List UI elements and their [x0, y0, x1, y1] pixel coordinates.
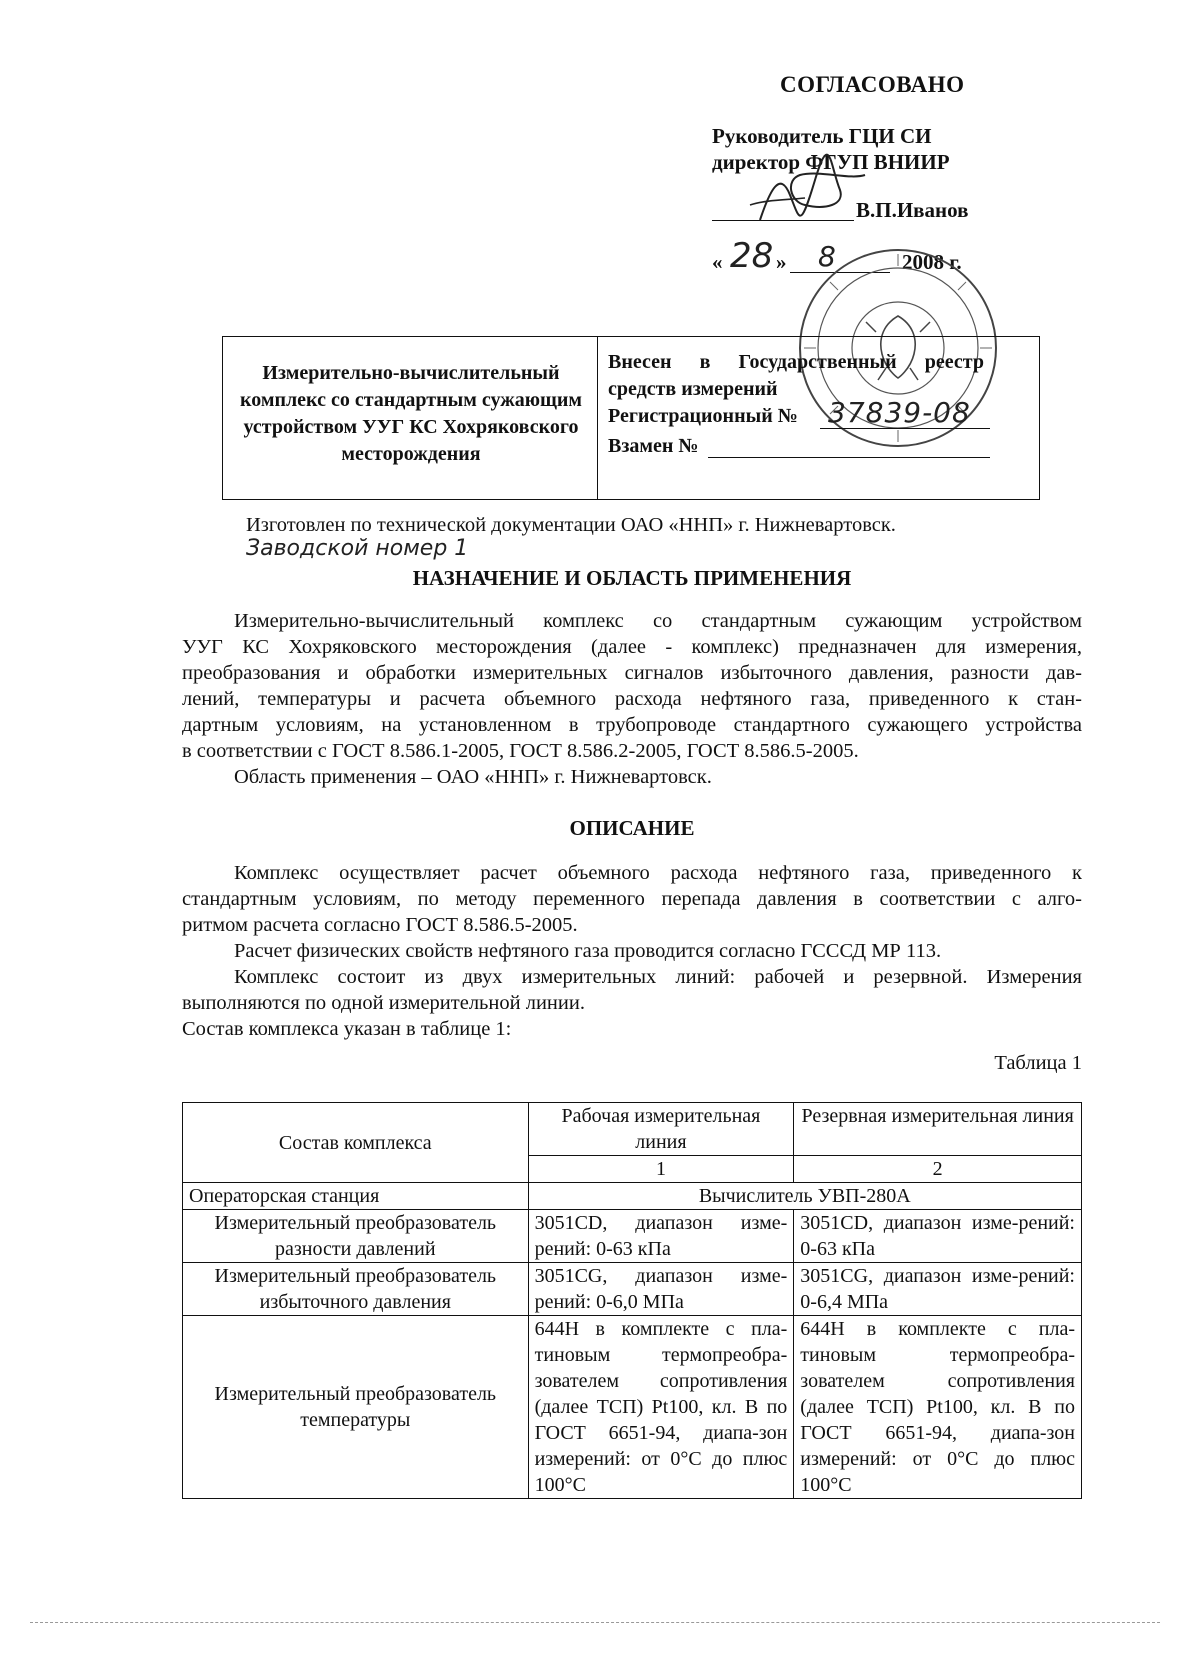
row-temperature-name: Измерительный преобразователь температуры	[183, 1316, 529, 1499]
composition-table	[182, 1102, 1082, 1499]
approval-date-year: 2008 г.	[902, 250, 962, 274]
reg-number-label: Регистрационный №	[608, 405, 798, 427]
replace-underline	[708, 457, 990, 458]
purpose-para-line2: УУГ КС Хохряковского месторождения (далее - комплекс) предназначен для измерения,	[182, 636, 1082, 658]
approval-title: СОГЛАСОВАНО	[780, 72, 965, 97]
row-gauge-pressure-reserve: 3051CG, диапазон изме-рений: 0-6,4 МПа	[794, 1263, 1082, 1316]
row-gauge-pressure-work: 3051CG, диапазон изме-рений: 0-6,0 МПа	[528, 1263, 794, 1316]
section-description-title: ОПИСАНИЕ	[569, 816, 695, 840]
description-para-line1: Комплекс осуществляет расчет объемного расхода нефтяного газа, приведенного к	[234, 862, 1082, 884]
manufacturer-text: Изготовлен по технической документации ОАО «ННП» г. Нижневартовск.	[246, 514, 896, 536]
approval-date-day: 28	[730, 236, 774, 276]
signature-image	[730, 150, 870, 240]
approval-date-close: »	[776, 250, 787, 274]
row-diff-pressure-name: Измерительный преобразователь разности давлений	[183, 1210, 529, 1263]
handwritten-serial-note: Заводской номер 1	[246, 536, 469, 561]
purpose-para-line3: преобразования и обработки измерительных сигналов избыточного давления, разности дав-	[182, 662, 1082, 684]
approval-date-open: «	[712, 250, 723, 274]
section-purpose-title: НАЗНАЧЕНИЕ И ОБЛАСТЬ ПРИМЕНЕНИЯ	[412, 566, 852, 590]
application-scope: Область применения – ОАО «ННП» г. Нижневартовск.	[234, 766, 712, 788]
page-bottom-edge	[30, 1622, 1160, 1624]
lines-para-line1: Комплекс состоит из двух измерительных линий: рабочей и резервной. Измерения	[234, 966, 1082, 988]
header-work-line: Рабочая измерительная линия	[528, 1103, 794, 1156]
reg-number-value: 37839-08	[828, 396, 971, 429]
header-composition: Состав комплекса	[183, 1103, 529, 1183]
row-diff-pressure-work: 3051CD, диапазон изме-рений: 0-63 кПа	[528, 1210, 794, 1263]
approval-name: В.П.Иванов	[856, 198, 969, 222]
lines-para-line2: выполняются по одной измерительной линии.	[182, 992, 585, 1014]
row-diff-pressure-reserve: 3051CD, диапазон изме-рений: 0-63 кПа	[794, 1210, 1082, 1263]
physical-properties-text: Расчет физических свойств нефтяного газа проводится согласно ГСССД МР 113.	[234, 940, 942, 962]
replace-label: Взамен №	[608, 435, 699, 457]
table-row	[183, 1263, 1082, 1316]
row-temperature-work: 644H в комплекте с пла-тиновым термопреобра-зователем сопротивления (далее ТСП) Pt100, кл. В по ГОСТ 6651-94, диапа-зон измерений: от 0°С до плюс 100°С	[528, 1316, 794, 1499]
table-header-row	[183, 1103, 1082, 1156]
row-gauge-pressure-name: Измерительный преобразователь избыточного давления	[183, 1263, 529, 1316]
description-para-last: ритмом расчета согласно ГОСТ 8.586.5-2005.	[182, 914, 578, 936]
header-work-num: 1	[528, 1156, 794, 1183]
approval-date-month: 8	[818, 240, 836, 273]
registry-line2: средств измерений	[608, 378, 778, 400]
approval-position-line2: директор ФГУП ВНИИР	[712, 150, 950, 174]
device-name: Измерительно-вычислительный комплекс со стандартным сужающим устройством УУГ КС Хохряковского месторождения	[239, 362, 583, 465]
purpose-para-line1: Измерительно-вычислительный комплекс со стандартным сужающим устройством	[234, 610, 1082, 632]
header-reserve-line: Резервная измерительная линия	[794, 1103, 1082, 1156]
table-caption: Таблица 1	[994, 1052, 1082, 1074]
composition-intro: Состав комплекса указан в таблице 1:	[182, 1018, 512, 1040]
registry-line1: Внесен в Государственный реестр	[608, 351, 984, 373]
row-temperature-reserve: 644H в комплекте с пла-тиновым термопреобра-зователем сопротивления (далее ТСП) Pt100, кл. В по ГОСТ 6651-94, диапа-зон измерений: от 0°С до плюс 100°С	[794, 1316, 1082, 1499]
purpose-para-line4: лений, температуры и расчета объемного расхода нефтяного газа, приведенного к стан-	[182, 688, 1082, 710]
table-row	[183, 1316, 1082, 1499]
row-operator-station-value: Вычислитель УВП-280А	[528, 1183, 1081, 1210]
table-row	[183, 1210, 1082, 1263]
table-row	[183, 1183, 1082, 1210]
approval-position-line1: Руководитель ГЦИ СИ	[712, 124, 932, 148]
description-para-line2: стандартным условиям, по методу переменного перепада давления в соответствии с алго-	[182, 888, 1082, 910]
header-reserve-num: 2	[794, 1156, 1082, 1183]
purpose-para-line5: дартным условиям, на установленном в трубопроводе стандартного сужающего устройства	[182, 714, 1082, 736]
purpose-para-last: в соответствии с ГОСТ 8.586.1-2005, ГОСТ 8.586.2-2005, ГОСТ 8.586.5-2005.	[182, 740, 859, 762]
row-operator-station-name: Операторская станция	[183, 1183, 529, 1210]
